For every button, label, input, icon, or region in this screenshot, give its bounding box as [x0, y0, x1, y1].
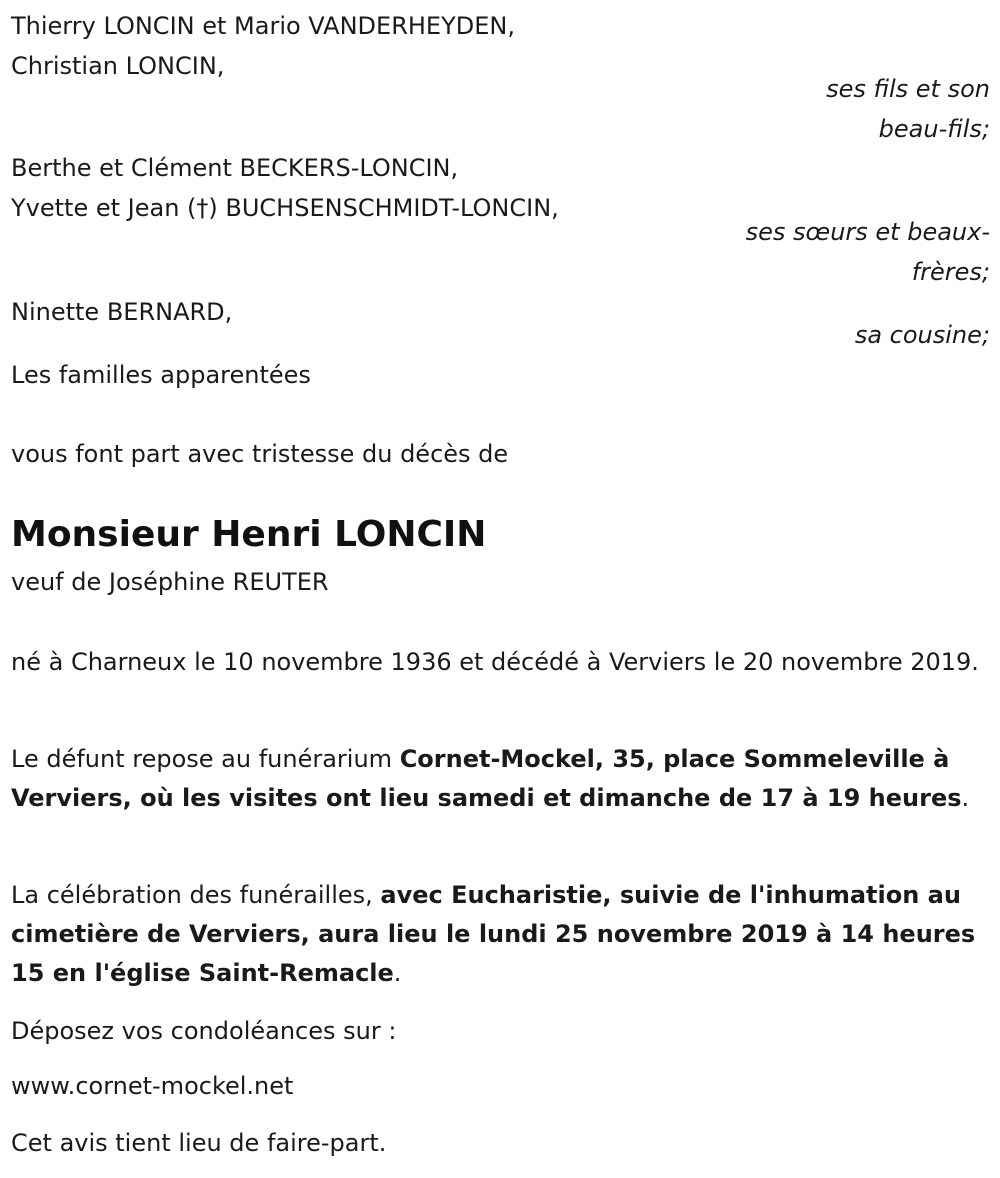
family-group3-relation: sa cousine;: [854, 321, 990, 349]
ceremony-intro: La célébration des funérailles,: [11, 881, 381, 909]
family-group3-line1: Ninette BERNARD,: [11, 298, 233, 326]
condolences-label: Déposez vos condoléances sur :: [11, 1017, 397, 1045]
funeral-home-details: Cornet-Mockel, 35, place Sommeleville à Verviers, où les visites ont lieu samedi et dimanche de 17 à 19 heures: [11, 745, 962, 812]
family-group2-line2: Yvette et Jean (†) BUCHSENSCHMIDT-LONCIN,: [11, 194, 559, 222]
ceremony-details: avec Eucharistie, suivie de l'inhumation au cimetière de Verviers, aura lieu le lundi 25 novembre 2019 à 14 heures 15 en l'église Saint-Remacle: [11, 881, 976, 987]
ceremony-end: .: [393, 959, 402, 987]
closing-note: Cet avis tient lieu de faire-part.: [11, 1129, 387, 1157]
family-group2-relation-line2: frères;: [911, 258, 990, 286]
website-link[interactable]: www.cornet-mockel.net: [11, 1072, 294, 1100]
ceremony-paragraph: [11, 876, 991, 993]
funeral-home-paragraph: [11, 740, 991, 818]
family-group1-line2: Christian LONCIN,: [11, 52, 225, 80]
family-group1-relation-line2: beau-fils;: [878, 115, 990, 143]
funeral-home-intro: Le défunt repose au funérarium: [11, 745, 400, 773]
birth-death-dates: né à Charneux le 10 novembre 1936 et décédé à Verviers le 20 novembre 2019.: [11, 648, 979, 676]
family-group2-relation-line1: ses sœurs et beaux-: [745, 218, 990, 246]
funeral-home-end: .: [961, 784, 970, 812]
announcement-text: vous font part avec tristesse du décès de: [11, 440, 509, 468]
family-group4-line1: Les familles apparentées: [11, 361, 311, 389]
deceased-name: Monsieur Henri LONCIN: [11, 514, 487, 555]
family-group1-relation-line1: ses fils et son: [826, 75, 990, 103]
family-group1-line1: Thierry LONCIN et Mario VANDERHEYDEN,: [11, 12, 515, 40]
deceased-widow-of: veuf de Joséphine REUTER: [11, 568, 329, 596]
family-group2-line1: Berthe et Clément BECKERS-LONCIN,: [11, 154, 459, 182]
